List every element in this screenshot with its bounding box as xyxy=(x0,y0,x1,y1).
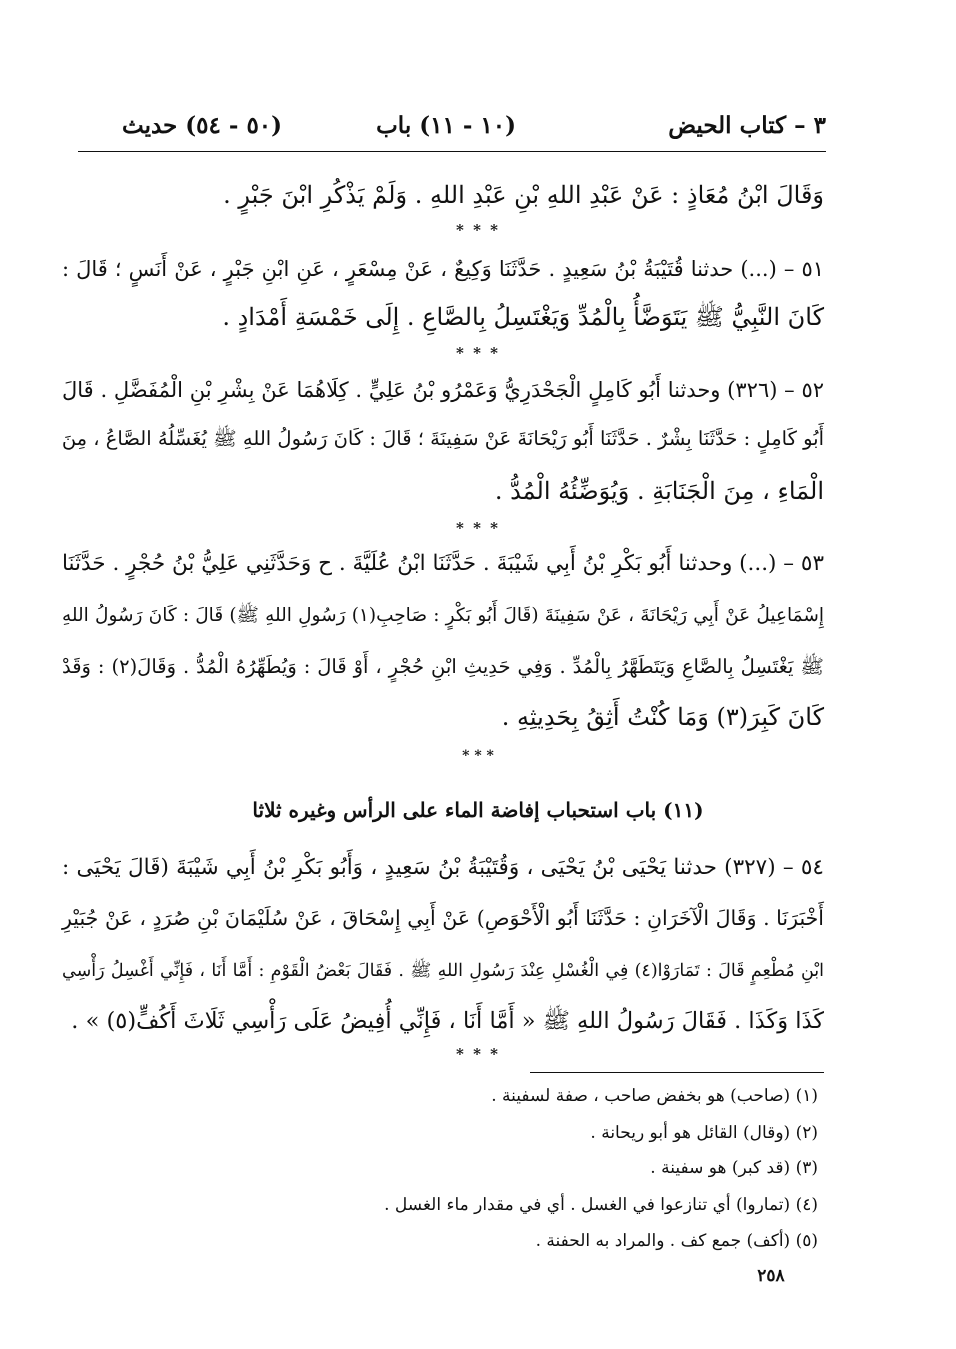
separator-stars: * * * xyxy=(456,519,500,537)
header-hadith-range: (٥٠ - ٥٤) حديث xyxy=(122,112,283,139)
header-chapter-range: (١٠ - ١١) باب xyxy=(376,112,516,139)
header-divider xyxy=(78,151,826,152)
hadith-54-line-1: ٥٤ – (٣٢٧) حدثنا يَحْيَى بْنُ يَحْيَى ، وَقُتَيْبَةُ بْنُ سَعِيدٍ ، وَأَبُو بَكْرِ بْنُ أَبِي شَيْبَةَ (قَالَ يَحْيَى : xyxy=(62,855,824,880)
hadith-51-line-1: ٥١ – (...) حدثنا قُتَيْبَةُ بْنُ سَعِيدٍ . حَدَّثَنَا وَكِيعٌ ، عَنْ مِسْعَرٍ ، عَنِ ابْنِ جَبْرٍ ، عَنْ أَنَسٍ ؛ قَالَ : xyxy=(62,257,824,281)
text-line: وَقَالَ ابْنُ مُعَاذٍ : عَنْ عَبْدِ اللهِ بْنِ عَبْدِ اللهِ . وَلَمْ يَذْكُرِ ابْنَ جَبْرٍ . xyxy=(223,181,824,209)
hadith-54-line-2: أَخْبَرَنَا . وَقَالَ الْآخَرَانِ : حَدَّثَنَا أَبُو الْأَحْوَصِ) عَنْ أَبِي إِسْحَاقَ ، عَنْ سُلَيْمَانَ بْنِ صُرَدٍ ، عَنْ جُبَيْرِ xyxy=(62,906,824,930)
separator-stars: * * * xyxy=(456,344,500,362)
hadith-54-line-3: ابْنِ مُطْعِمٍ قَالَ : تَمَارَوْا(٤) فِي الْغُسْلِ عِنْدَ رَسُولِ اللهِ ﷺ . فَقَالَ بَعْضُ الْقَوْمِ : أَمَّا أَنَا ، فَإِنِّي أَغْسِلُ رَأْسِي xyxy=(62,961,824,981)
hadith-51-line-2: كَانَ النَّبِيُّ ﷺ يَتَوَضَّأُ بِالْمُدِّ وَيَغْتَسِلُ بِالصَّاعِ . إِلَى خَمْسَةِ أَمْدَادٍ . xyxy=(222,303,824,331)
hadith-53-line-4: كَانَ كَبِرَ(٣) وَمَا كُنْتُ أَثِقُ بِحَدِيثِهِ . xyxy=(501,703,824,731)
separator-stars: * * * xyxy=(456,1045,500,1063)
separator-stars: * * * xyxy=(456,221,500,239)
footnote-divider xyxy=(530,1072,824,1073)
separator-stars-triangle: * * * xyxy=(462,748,494,764)
hadith-54-line-4: كَذَا وَكَذَا . فَقَالَ رَسُولُ اللهِ ﷺ « أَمَّا أَنَا ، فَإِنِّي أُفِيضُ عَلَى رَأْسِي ثَلَاثَ أَكُفٍّ(٥) » . xyxy=(71,1008,824,1034)
header-book-title: ٣ – كتاب الحيض xyxy=(668,112,826,139)
footnote-5: (٥) (أكف) جمع كف . والمراد به الحفنة . xyxy=(535,1231,818,1251)
footnote-3: (٣) (قد كبر) هو سفينة . xyxy=(650,1158,818,1178)
chapter-heading: (١١) باب استحباب إفاضة الماء على الرأس وغيره ثلاثا xyxy=(252,798,704,822)
footnote-1: (١) (صاحب) هو بخفض صاحب ، صفة لسفينة . xyxy=(491,1086,818,1106)
footnote-2: (٢) (وقال) القائل هو أبو ريحانة . xyxy=(590,1123,818,1143)
hadith-53-line-1: ٥٣ – (...) وحدثنا أَبُو بَكْرِ بْنُ أَبِي شَيْبَةَ . حَدَّثَنَا ابْنُ عُلَيَّةَ . ح وَحَدَّثَنِي عَلِيُّ بْنُ حُجْرٍ . حَدَّثَنَا xyxy=(62,551,824,576)
footnote-4: (٤) (تماروا) أي تنازعوا في الغسل . أي في مقدار ماء الغسل . xyxy=(384,1195,818,1215)
page-number: ٢٥٨ xyxy=(757,1266,785,1286)
hadith-52-line-2: أَبُو كَامِلٍ : حَدَّثَنَا بِشْرٌ . حَدَّثَنَا أَبُو رَيْحَانَةَ عَنْ سَفِينَةَ ؛ قَالَ : كَانَ رَسُولُ اللهِ ﷺ يُغَسِّلُهُ الصَّاعُ ، مِنَ xyxy=(61,427,824,450)
hadith-53-line-3: ﷺ يَغْتَسِلُ بِالصَّاعِ وَيَتَطَهَّرُ بِالْمُدِّ . وَفِي حَدِيثِ ابْنِ حُجْرٍ ، أَوْ قَالَ : وَيُطَهِّرُهُ الْمُدُّ . وَقَالَ(٢) : وَقَدْ xyxy=(62,655,824,678)
running-header xyxy=(78,112,826,152)
hadith-53-line-2: إِسْمَاعِيلُ عَنْ أَبِي رَيْحَانَةَ ، عَنْ سَفِينَةَ (قَالَ أَبُو بَكْرٍ : صَاحِبِ(١) رَسُولِ اللهِ ﷺ) قَالَ : كَانَ رَسُولُ اللهِ xyxy=(62,605,824,626)
hadith-52-line-1: ٥٢ – (٣٢٦) وحدثنا أَبُو كَامِلٍ الْجَحْدَرِيُّ وَعَمْرُو بْنُ عَلِيٍّ . كِلَاهُمَا عَنْ بِشْرِ بْنِ الْمُفَضَّلِ . قَالَ xyxy=(62,378,824,402)
hadith-52-line-3: الْمَاءِ ، مِنَ الْجَنَابَةِ . وَيُوَضِّئُهُ الْمُدُّ . xyxy=(494,477,824,505)
